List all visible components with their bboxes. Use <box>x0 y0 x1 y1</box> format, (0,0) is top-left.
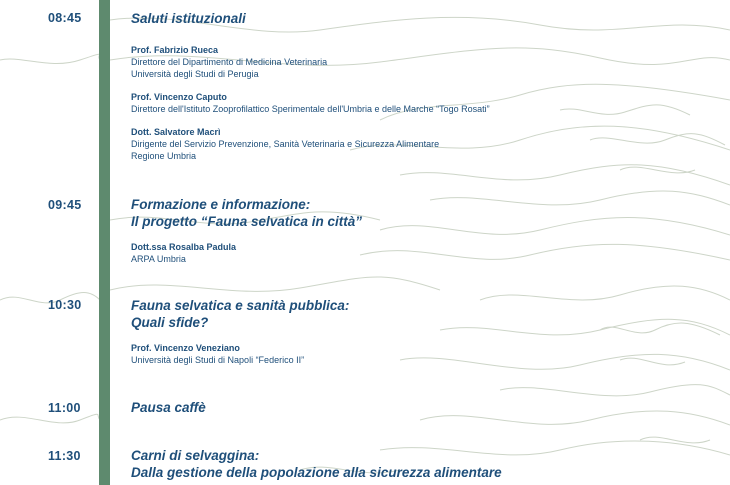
session-title-line: Fauna selvatica e sanità pubblica: <box>131 298 350 313</box>
speaker-affiliation: Regione Umbria <box>131 151 197 161</box>
session-title-line: Carni di selvaggina: <box>131 448 260 463</box>
time-0945: 09:45 <box>48 198 82 212</box>
time-1100: 11:00 <box>48 401 81 415</box>
speaker-rueca <box>131 44 327 80</box>
speaker-affiliation: Dirigente del Servizio Prevenzione, Sanità Veterinaria e Sicurezza Alimentare <box>131 139 440 149</box>
session-title-saluti <box>131 10 246 27</box>
speaker-affiliation: Direttore del Dipartimento di Medicina Veterinaria <box>131 57 328 67</box>
speaker-name: Dott. Salvatore Macrì <box>131 127 221 137</box>
speaker-veneziano <box>131 342 304 366</box>
session-title-line: Dalla gestione della popolazione alla sicurezza alimentare <box>131 465 502 480</box>
session-title-line: Il progetto “Fauna selvatica in città” <box>131 214 363 229</box>
timeline-bar <box>99 0 110 485</box>
speaker-name: Prof. Vincenzo Veneziano <box>131 343 240 353</box>
speaker-macri <box>131 126 439 162</box>
time-1130: 11:30 <box>48 449 81 463</box>
time-0845: 08:45 <box>48 11 82 25</box>
speaker-name: Prof. Fabrizio Rueca <box>131 45 219 55</box>
session-title-line: Formazione e informazione: <box>131 197 311 212</box>
speaker-name: Prof. Vincenzo Caputo <box>131 92 227 102</box>
session-title-line: Quali sfide? <box>131 315 209 330</box>
session-title-formazione <box>131 196 362 230</box>
speaker-name: Dott.ssa Rosalba Padula <box>131 242 237 252</box>
speaker-affiliation: Università degli Studi di Napoli “Federico II” <box>131 355 305 365</box>
speaker-affiliation: Università degli Studi di Perugia <box>131 69 259 79</box>
speaker-affiliation: ARPA Umbria <box>131 254 186 264</box>
session-title-fauna-sanita <box>131 297 349 331</box>
speaker-caputo <box>131 91 490 115</box>
session-title-line: Pausa caffè <box>131 400 206 415</box>
session-title-carni <box>131 447 502 481</box>
time-1030: 10:30 <box>48 298 82 312</box>
session-title-line: Saluti istituzionali <box>131 11 246 26</box>
speaker-padula <box>131 241 236 265</box>
session-title-pausa <box>131 399 206 416</box>
speaker-affiliation: Direttore dell'Istituto Zooprofilattico Sperimentale dell'Umbria e delle Marche “Togo Rosati” <box>131 104 490 114</box>
